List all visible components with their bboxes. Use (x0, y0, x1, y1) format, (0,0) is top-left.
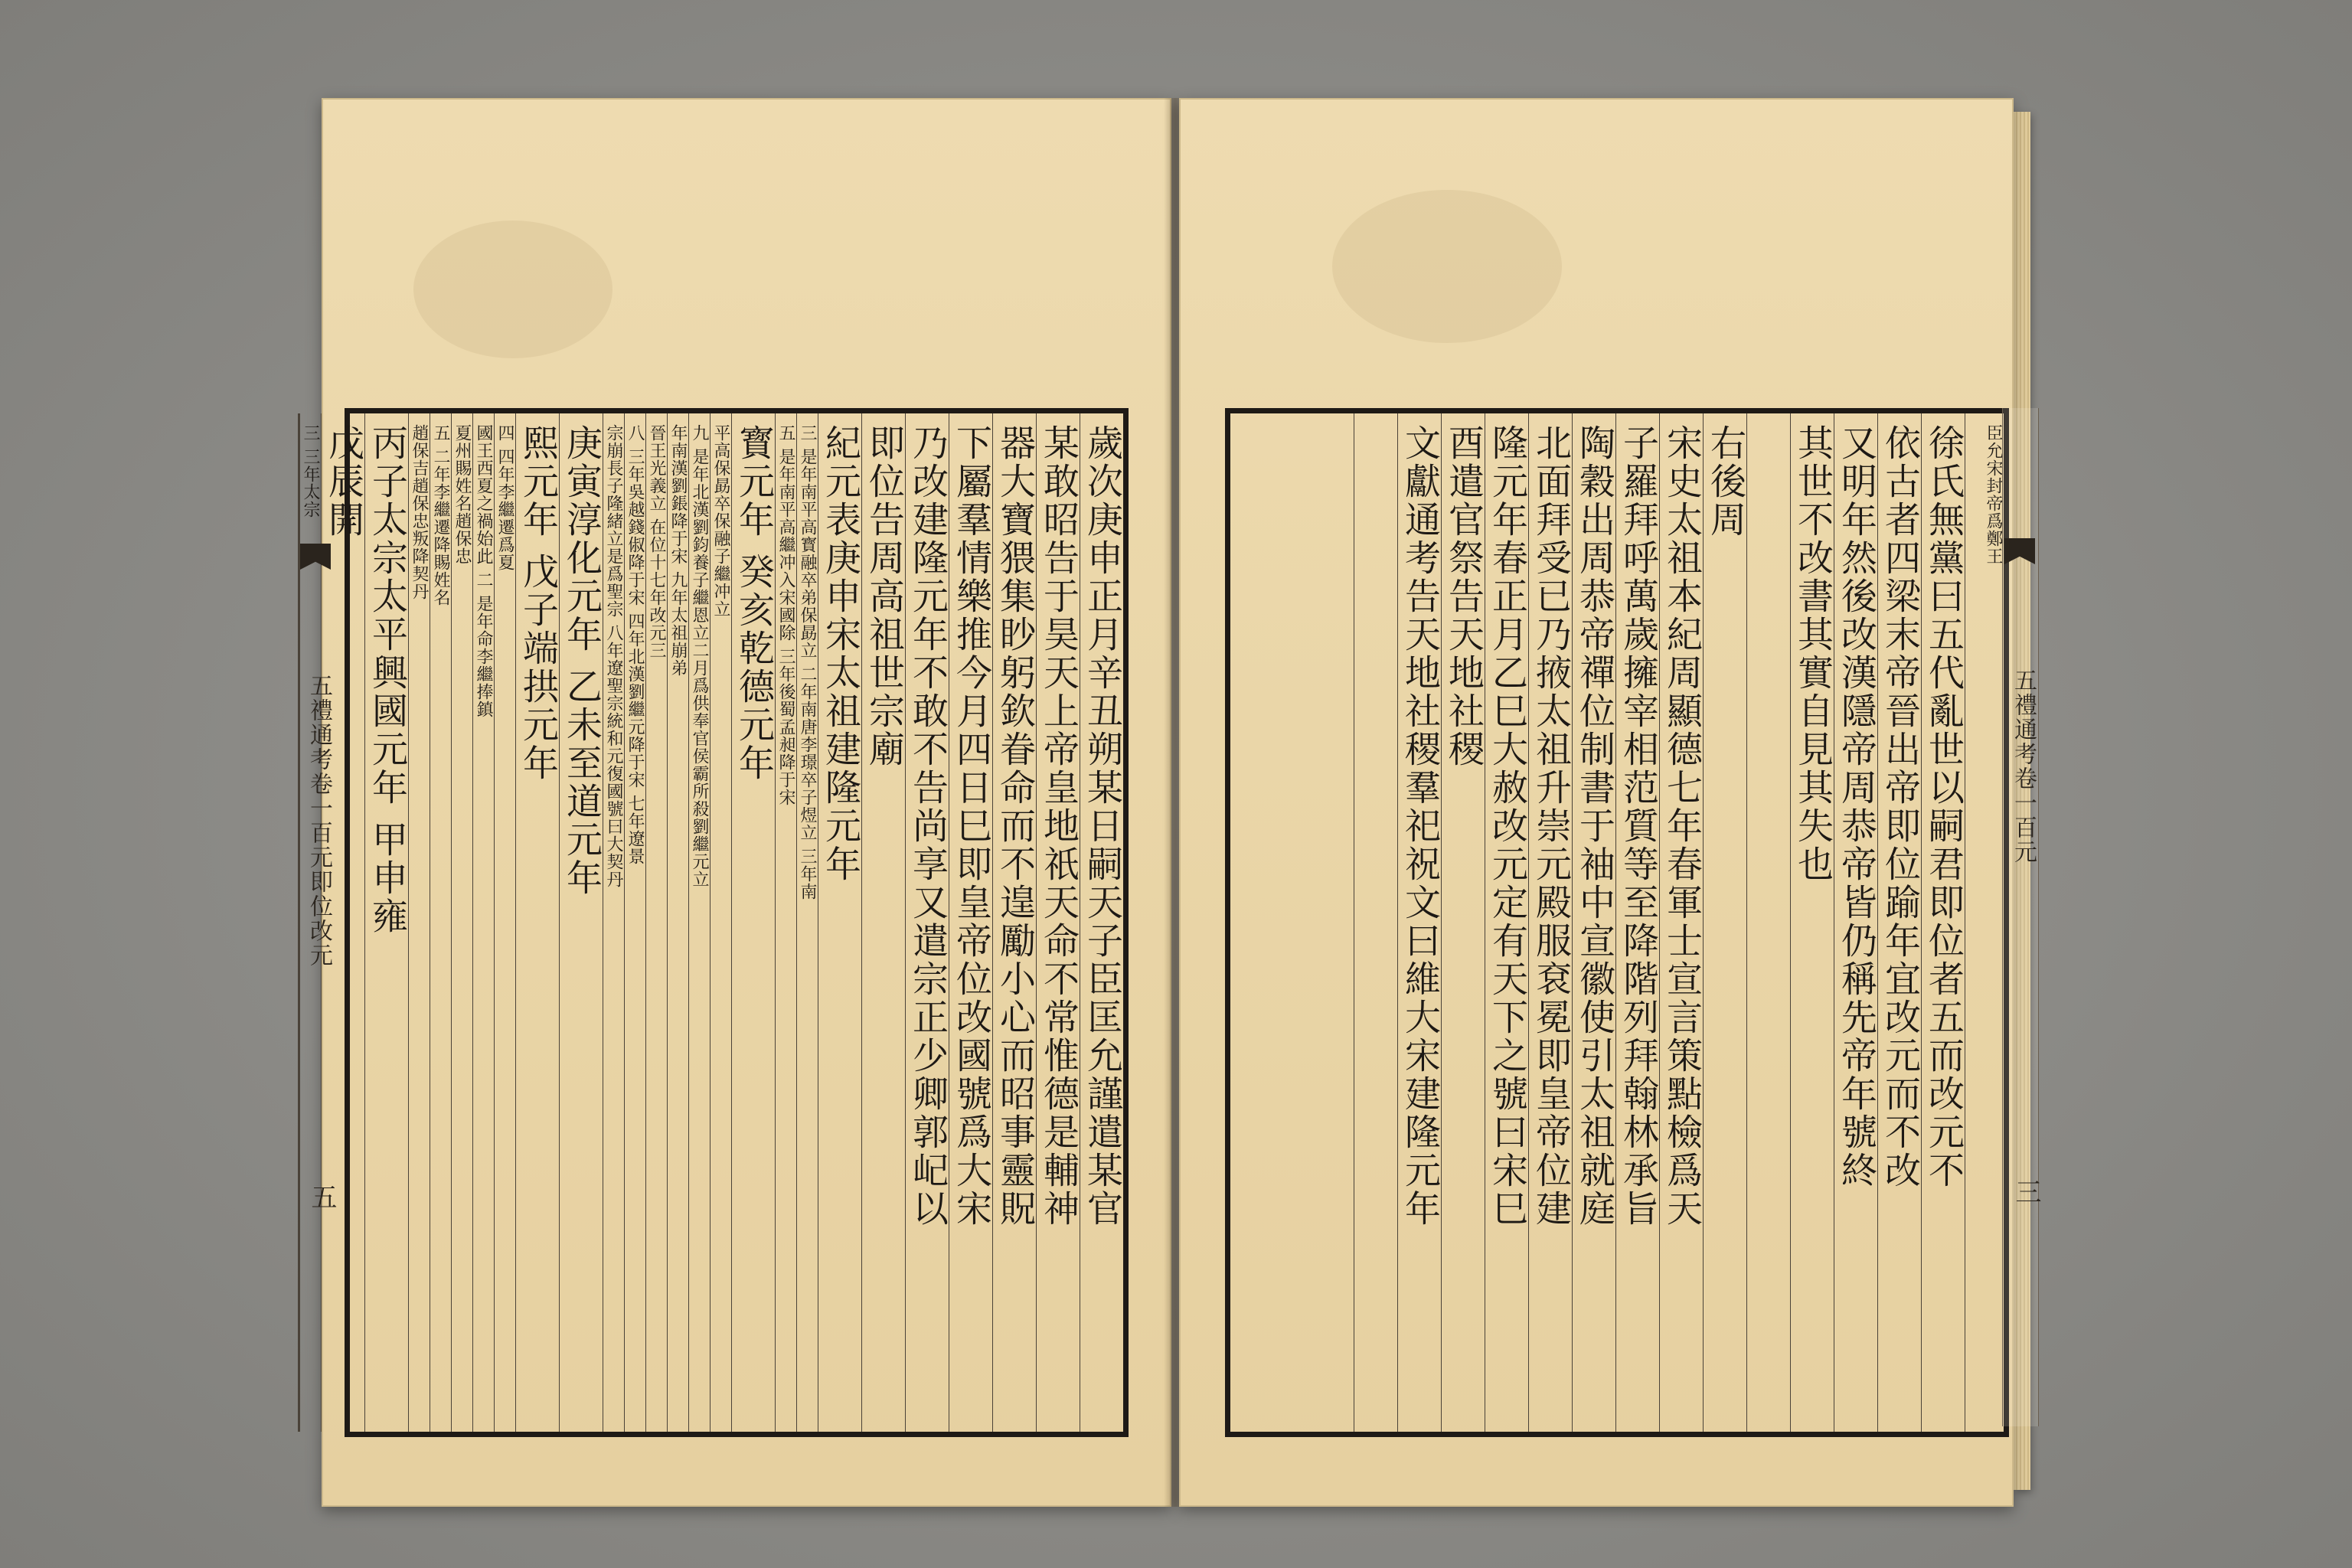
fishtail-mark-icon (2004, 538, 2035, 564)
left-note-2: 五 是年南平高繼冲入宋國除 三年後蜀孟昶降于宋 (775, 413, 796, 1432)
left-columns (301, 413, 1123, 1432)
paper-stain (1332, 190, 1562, 343)
right-fold-strip (2002, 408, 2039, 1426)
left-column-4: 下屬羣情樂推今月四日巳即皇帝位改國號爲大宋 (949, 413, 992, 1432)
left-fold-title: 五禮通考卷一百元即位改元 (305, 674, 332, 968)
left-note-3: 平高保勗卒保融子繼冲立 (710, 413, 731, 1432)
left-column-6: 即位告周高祖世宗廟 (861, 413, 905, 1432)
left-column-3: 器大寶猥集眇躬欽眷命而不遑勵小心而昭事靈貺 (992, 413, 1036, 1432)
left-note-7: 八 三年吳越錢俶降于宋 四年北漢劉繼元降于宋 七年遼景 (624, 413, 645, 1432)
left-column-11: 丙子太宗太平興國元年 甲申雍 (364, 413, 408, 1432)
right-column-2: 依古者四梁末帝晉出帝即位踰年宜改元而不改 (1877, 413, 1921, 1432)
left-column-7: 紀元表庚申宋太祖建隆元年 (818, 413, 861, 1432)
left-note-6: 晉王光義立 在位十七年改元三 (645, 413, 667, 1432)
right-fold-page-number: 三 (2011, 1178, 2041, 1204)
right-column-blank-end (1354, 413, 1397, 1432)
left-note-4: 九 是年北漢劉鈞養子繼恩立二月爲供奉官侯霸所殺劉繼元立 (688, 413, 710, 1432)
left-column-1: 歲次庚申正月辛丑朔某日嗣天子臣匡允謹遣某官 (1080, 413, 1123, 1432)
left-note-13: 趙保吉趙保忠叛降契丹 (408, 413, 430, 1432)
left-column-2: 某敢昭告于昊天上帝皇地祇天命不常惟德是輔神 (1036, 413, 1080, 1432)
left-column-5: 乃改建隆元年不敢不告尚享又遣宗正少卿郭屺以 (905, 413, 949, 1432)
right-text-frame (1225, 408, 2009, 1437)
left-column-12: 戊辰開 (321, 413, 364, 1432)
right-column-12: 酉遣官祭告天地社稷 (1441, 413, 1485, 1432)
left-column-10: 熙元年 戊子端拱元年 (515, 413, 559, 1432)
right-column-13: 文獻通考告天地社稷羣祀祝文曰維大宋建隆元年 (1397, 413, 1441, 1432)
left-note-12: 五 二年李繼遷降賜姓名 (430, 413, 451, 1432)
right-corner-note: 臣允宋封帝爲鄭王 (1965, 413, 2004, 1432)
left-note-14: 三 三年太宗 (299, 413, 321, 1432)
right-column-9: 陶穀出周恭帝禪位制書于袖中宣徽使引太祖就庭 (1572, 413, 1615, 1432)
open-book (301, 84, 2343, 1524)
left-note-1: 三 是年南平高寳融卒弟保勗立 二年南唐李璟卒子煜立 三年南 (796, 413, 818, 1432)
right-column-8: 子羅拜呼萬歲擁宰相范質等至降階列拜翰林承旨 (1615, 413, 1659, 1432)
right-column-4: 其世不改書其實自見其失也 (1790, 413, 1834, 1432)
left-note-9: 四 四年李繼遷爲夏 (494, 413, 515, 1432)
left-note-11: 夏州賜姓名趙保忠 (451, 413, 472, 1432)
right-column-11: 隆元年春正月乙巳大赦改元定有天下之號曰宋巳 (1485, 413, 1528, 1432)
right-column-1: 徐氏無黨曰五代亂世以嗣君即位者五而改元不 (1921, 413, 1965, 1432)
right-column-10: 北面拜受已乃掖太祖升崇元殿服袞冕即皇帝位建 (1528, 413, 1572, 1432)
left-note-10: 國王西夏之禍始此 二 是年命李繼捧鎮 (472, 413, 494, 1432)
left-page (301, 98, 1171, 1507)
left-note-8: 宗崩長子隆緒立是爲聖宗 八年遼聖宗統和元復國號曰大契丹 (603, 413, 624, 1432)
right-column-blank (1746, 413, 1790, 1432)
right-fold-title: 五禮通考卷一百元 (2010, 668, 2037, 864)
right-columns (1230, 413, 2004, 1432)
left-fold-page-number: 五 (306, 1184, 337, 1210)
right-column-3: 又明年然後改漢隱帝周恭帝皆仍稱先帝年號終 (1834, 413, 1877, 1432)
left-note-5: 年南漢劉鋹降于宋 九年太祖崩弟 (667, 413, 688, 1432)
left-column-9: 庚寅淳化元年 乙未至道元年 (559, 413, 603, 1432)
paper-stain (413, 220, 612, 358)
right-column-6: 右後周 (1703, 413, 1746, 1432)
right-column-7: 宋史太祖本紀周顯德七年春軍士宣言策點檢爲天 (1659, 413, 1703, 1432)
left-text-frame (301, 408, 1129, 1437)
left-column-8: 寳元年 癸亥乾德元年 (731, 413, 775, 1432)
right-page (1179, 98, 2041, 1507)
